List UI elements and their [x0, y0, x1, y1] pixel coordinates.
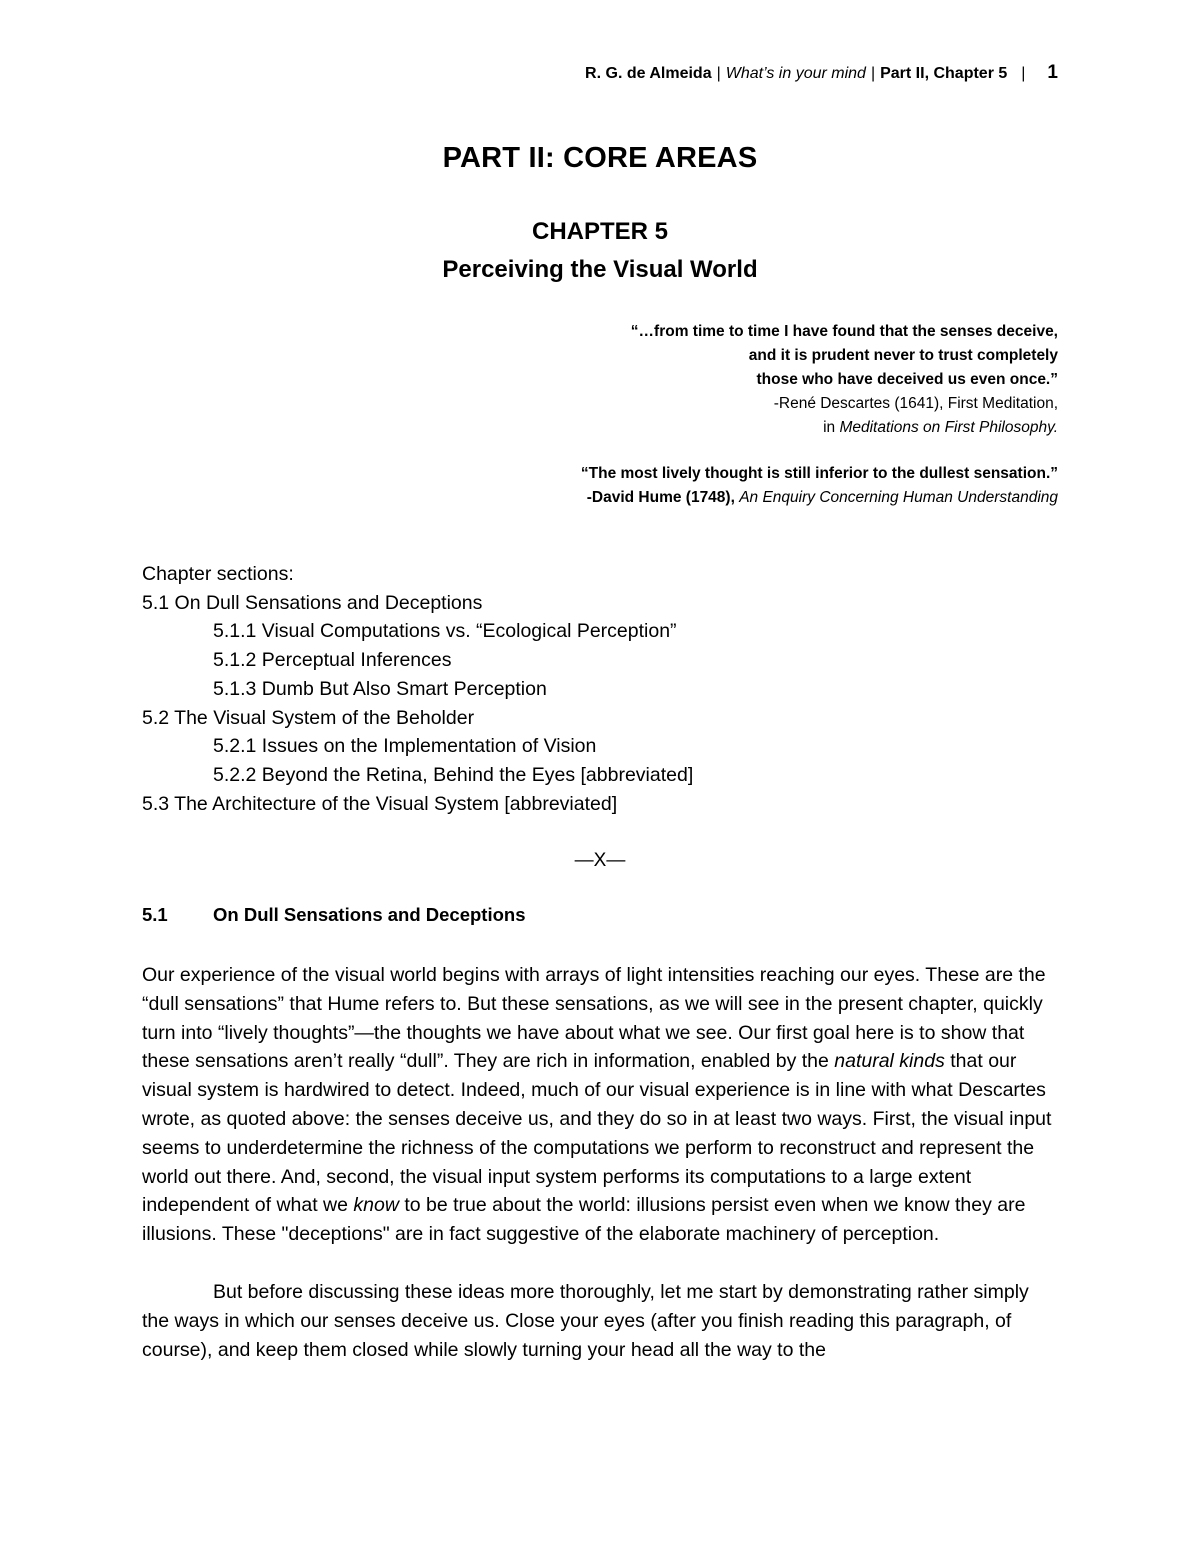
emphasis: know	[353, 1194, 399, 1217]
chapter-label: CHAPTER 5	[531, 218, 669, 245]
running-header	[585, 62, 1058, 84]
epigraph-descartes	[631, 320, 1058, 440]
toc-item: 5.1 On Dull Sensations and Deceptions	[142, 591, 483, 614]
header-separator: |	[1021, 65, 1026, 82]
epigraph-quote-line: and it is prudent never to trust completely	[748, 347, 1058, 364]
emphasis: natural kinds	[834, 1050, 945, 1073]
header-book-title: What’s in your mind	[725, 65, 866, 82]
toc-item: 5.1.2 Perceptual Inferences	[213, 649, 452, 672]
epigraph-quote-line: “The most lively thought is still inferior to the dullest sensation.”	[580, 465, 1058, 482]
epigraph-source-title: Meditations on First Philosophy	[839, 419, 1054, 436]
toc-item: 5.2.1 Issues on the Implementation of Vision	[213, 735, 597, 758]
epigraph-attribution: -David Hume (1748), An Enquiry Concerning Human Understanding	[586, 489, 1058, 506]
header-part-chapter: Part II, Chapter 5	[880, 65, 1008, 82]
toc-item: 5.1.1 Visual Computations vs. “Ecological Perception”	[213, 620, 677, 643]
toc-item: 5.3 The Architecture of the Visual System [abbreviated]	[142, 792, 618, 815]
epigraph-quote-line: those who have deceived us even once.”	[756, 371, 1058, 388]
section-number: 5.1	[142, 904, 168, 925]
section-heading	[142, 904, 526, 926]
epigraph-quote-line: “…from time to time I have found that the senses deceive,	[630, 323, 1058, 340]
epigraph-source-title: An Enquiry Concerning Human Understanding	[739, 489, 1058, 506]
part-title: PART II: CORE AREAS	[442, 142, 758, 174]
chapter-title: Perceiving the Visual World	[442, 256, 758, 283]
toc-item: 5.2.2 Beyond the Retina, Behind the Eyes [abbreviated]	[213, 763, 694, 786]
epigraph-attribution: -René Descartes (1641), First Meditation,	[773, 395, 1058, 412]
body-text	[142, 961, 1060, 1364]
epigraph-source: in Meditations on First Philosophy.	[823, 419, 1058, 436]
page-number: 1	[1047, 62, 1058, 83]
section-title: On Dull Sensations and Deceptions	[213, 904, 526, 925]
header-author: R. G. de Almeida	[585, 65, 712, 82]
toc-item: 5.2 The Visual System of the Beholder	[142, 706, 475, 729]
paragraph: Our experience of the visual world begins with arrays of light intensities reaching our eyes. These are the “dull sensations” that Hume refers to. But these sensations, as we will see in the present chapter, quickly turn into “lively thoughts”—the thoughts we have about what we see. Our first goal here is to show that these sensations aren’t really “dull”. They are rich in information, enabled by the natural kinds that our visual system is hardwired to detect. Indeed, much of our visual experience is in line with what Descartes wrote, as quoted above: the senses deceive us, and they do so in at least two ways. First, the visual input seems to underdetermine the richness of the computations we perform to reconstruct and represent the world out there. And, second, the visual input system performs its computations to a large extent independent of what we know to be true about the world: illusions persist even when we know they are illusions. These "deceptions" are in fact suggestive of the elaborate machinery of perception.	[142, 964, 1052, 1246]
chapter-sections-list	[142, 560, 693, 818]
epigraph-hume	[581, 462, 1058, 510]
toc-item: 5.1.3 Dumb But Also Smart Perception	[213, 677, 547, 700]
section-divider: —X—	[574, 850, 626, 871]
paragraph: But before discussing these ideas more thoroughly, let me start by demonstrating rather simply the ways in which our senses deceive us. Close your eyes (after you finish reading this paragraph, of course), and keep them closed while slowly turning your head all the way to the	[142, 1280, 1029, 1361]
header-separator: |	[716, 65, 721, 82]
toc-heading: Chapter sections:	[142, 563, 294, 585]
header-separator: |	[870, 65, 876, 82]
